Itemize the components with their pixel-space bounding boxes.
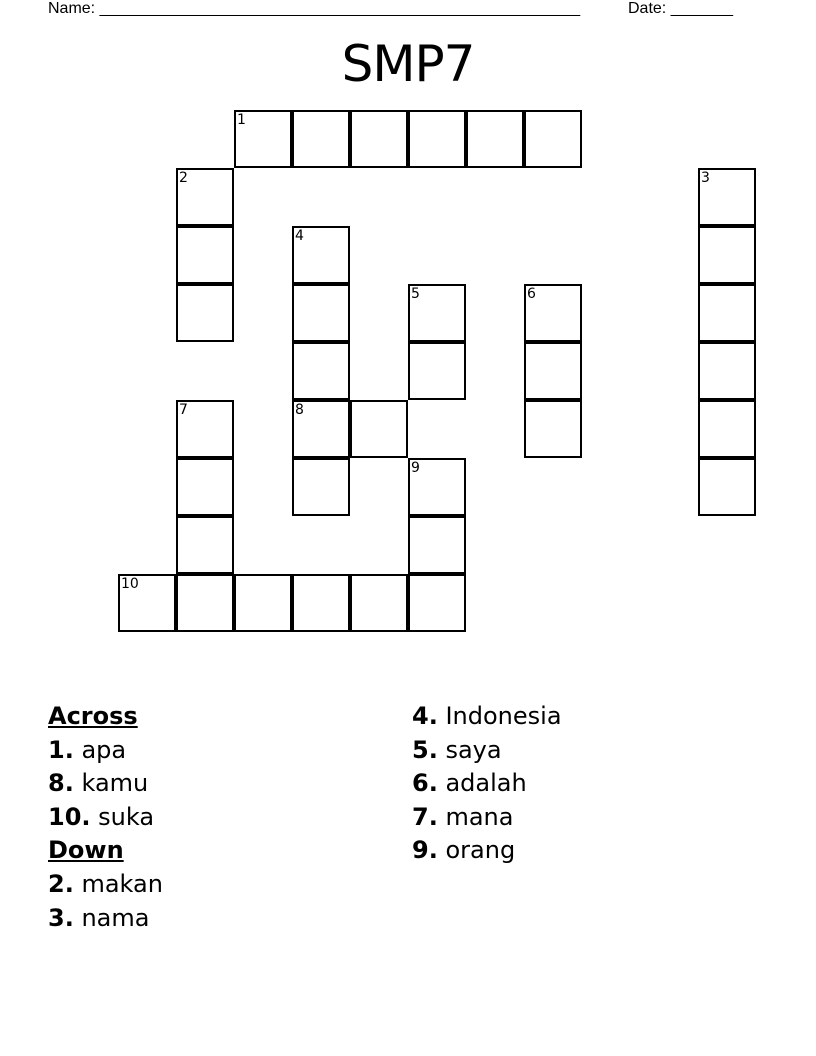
clue-number: 8. bbox=[48, 769, 74, 798]
crossword-cell[interactable] bbox=[176, 284, 234, 342]
clue-text: mana bbox=[445, 802, 514, 831]
crossword-cell[interactable] bbox=[176, 458, 234, 516]
cell-number: 3 bbox=[701, 170, 710, 186]
crossword-cell[interactable] bbox=[408, 342, 466, 400]
crossword-cell[interactable] bbox=[698, 168, 756, 226]
clue-text: makan bbox=[81, 869, 163, 898]
crossword-cell[interactable] bbox=[524, 284, 582, 342]
clue-text: apa bbox=[81, 735, 127, 764]
clue-across-1 bbox=[48, 734, 163, 768]
cell-number: 9 bbox=[411, 460, 420, 476]
clue-down-2 bbox=[48, 868, 163, 902]
clue-down-4 bbox=[412, 700, 562, 734]
cell-number: 6 bbox=[527, 286, 536, 302]
crossword-cell[interactable] bbox=[408, 516, 466, 574]
clue-text: saya bbox=[445, 735, 502, 764]
crossword-cell[interactable] bbox=[408, 458, 466, 516]
clue-text: suka bbox=[98, 802, 155, 831]
clue-down-5 bbox=[412, 734, 562, 768]
clue-number: 7. bbox=[412, 802, 438, 831]
clue-text: kamu bbox=[81, 769, 149, 798]
cell-number: 8 bbox=[295, 402, 304, 418]
crossword-cell[interactable] bbox=[524, 110, 582, 168]
date-field-label: Date: _______ bbox=[628, 0, 733, 17]
across-heading: Across bbox=[48, 702, 138, 730]
crossword-cell[interactable] bbox=[292, 400, 350, 458]
clue-text: orang bbox=[445, 836, 516, 865]
crossword-cell[interactable] bbox=[408, 574, 466, 632]
crossword-cell[interactable] bbox=[118, 574, 176, 632]
clue-number: 4. bbox=[412, 702, 438, 730]
crossword-cell[interactable] bbox=[176, 168, 234, 226]
crossword-cell[interactable] bbox=[292, 342, 350, 400]
crossword-cell[interactable] bbox=[698, 226, 756, 284]
clue-number: 3. bbox=[48, 903, 74, 932]
crossword-cell[interactable] bbox=[698, 458, 756, 516]
clues-column-right bbox=[412, 700, 562, 868]
down-heading: Down bbox=[48, 836, 124, 865]
crossword-cell[interactable] bbox=[176, 400, 234, 458]
crossword-cell[interactable] bbox=[234, 110, 292, 168]
clue-down-6 bbox=[412, 767, 562, 801]
clue-text: nama bbox=[81, 903, 150, 932]
crossword-cell[interactable] bbox=[176, 574, 234, 632]
crossword-cell[interactable] bbox=[350, 574, 408, 632]
cell-number: 5 bbox=[411, 286, 420, 302]
clue-number: 2. bbox=[48, 869, 74, 898]
cell-number: 7 bbox=[179, 402, 188, 418]
crossword-cell[interactable] bbox=[292, 226, 350, 284]
clue-down-7 bbox=[412, 801, 562, 835]
name-field-label: Name: ______________________________________________________ bbox=[48, 0, 581, 17]
clue-across-8 bbox=[48, 767, 163, 801]
crossword-cell[interactable] bbox=[292, 110, 350, 168]
clue-number: 6. bbox=[412, 769, 438, 798]
crossword-cell[interactable] bbox=[408, 110, 466, 168]
clue-number: 9. bbox=[412, 836, 438, 865]
crossword-cell[interactable] bbox=[176, 516, 234, 574]
crossword-cell[interactable] bbox=[350, 400, 408, 458]
clue-across-10 bbox=[48, 801, 163, 835]
clue-down-3 bbox=[48, 902, 163, 936]
crossword-cell[interactable] bbox=[234, 574, 292, 632]
crossword-cell[interactable] bbox=[524, 342, 582, 400]
cell-number: 10 bbox=[121, 576, 139, 592]
crossword-cell[interactable] bbox=[408, 284, 466, 342]
cell-number: 4 bbox=[295, 228, 304, 244]
page-title: SMP7 bbox=[341, 35, 475, 93]
crossword-cell[interactable] bbox=[698, 284, 756, 342]
clue-number: 10. bbox=[48, 802, 91, 831]
clue-text: Indonesia bbox=[445, 702, 562, 730]
clue-number: 1. bbox=[48, 735, 74, 764]
crossword-cell[interactable] bbox=[292, 458, 350, 516]
crossword-cell[interactable] bbox=[466, 110, 524, 168]
cell-number: 2 bbox=[179, 170, 188, 186]
crossword-cell[interactable] bbox=[292, 284, 350, 342]
crossword-cell[interactable] bbox=[698, 342, 756, 400]
cell-number: 1 bbox=[237, 112, 246, 128]
crossword-cell[interactable] bbox=[698, 400, 756, 458]
crossword-cell[interactable] bbox=[350, 110, 408, 168]
clue-down-9 bbox=[412, 834, 562, 868]
crossword-cell[interactable] bbox=[176, 226, 234, 284]
crossword-cell[interactable] bbox=[524, 400, 582, 458]
clues-column-left bbox=[48, 700, 163, 935]
crossword-cell[interactable] bbox=[292, 574, 350, 632]
clue-text: adalah bbox=[445, 769, 527, 798]
clue-number: 5. bbox=[412, 735, 438, 764]
